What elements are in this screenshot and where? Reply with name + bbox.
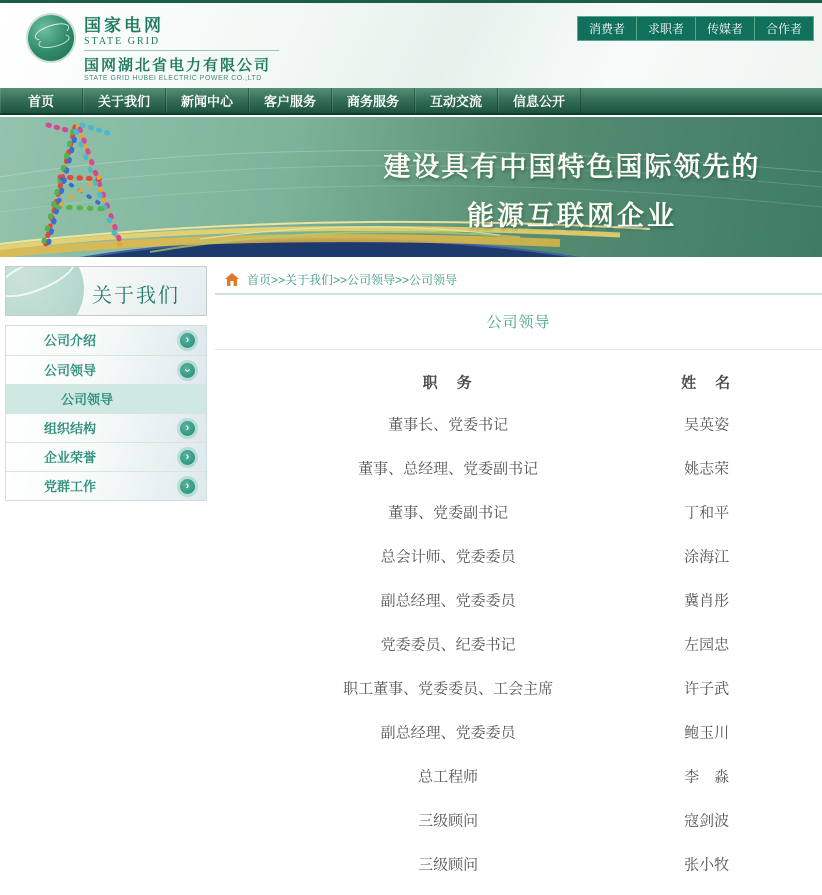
position-cell: 董事长、党委书记 bbox=[388, 416, 509, 434]
name-cell: 李 淼 bbox=[684, 768, 730, 786]
sidebar-subitem-company-leaders[interactable] bbox=[6, 384, 206, 413]
content-row bbox=[0, 257, 822, 886]
sidebar-item-org-structure[interactable] bbox=[6, 413, 206, 442]
sidebar-title: 关于我们 bbox=[92, 285, 180, 307]
position-cell: 党委委员、纪委书记 bbox=[380, 636, 516, 654]
position-cell: 副总经理、党委委员 bbox=[380, 724, 516, 742]
breadcrumb bbox=[215, 266, 822, 295]
audience-link-media[interactable]: 传媒者 bbox=[696, 17, 754, 40]
table-row bbox=[215, 666, 822, 710]
logo-divider bbox=[84, 50, 279, 51]
audience-link-partner[interactable]: 合作者 bbox=[755, 17, 813, 40]
page-title: 公司领导 bbox=[215, 295, 822, 350]
sidebar-item-label: 组织结构 bbox=[44, 421, 97, 436]
table-row bbox=[215, 754, 822, 798]
position-cell: 总会计师、党委委员 bbox=[380, 548, 516, 566]
nav-item-news[interactable]: 新闻中心 bbox=[166, 88, 249, 113]
column-header-position: 职 务 bbox=[422, 374, 474, 392]
name-cell: 冀肖彤 bbox=[684, 592, 730, 610]
table-row bbox=[215, 622, 822, 666]
table-row bbox=[215, 490, 822, 534]
table-row bbox=[215, 842, 822, 886]
position-cell: 董事、总经理、党委副书记 bbox=[358, 460, 539, 478]
sidebar bbox=[5, 266, 207, 501]
nav-item-customer-service[interactable]: 客户服务 bbox=[249, 88, 332, 113]
chevron-right-icon: › bbox=[180, 450, 195, 465]
table-header-row bbox=[215, 362, 822, 402]
table-row bbox=[215, 578, 822, 622]
sidebar-item-company-intro[interactable] bbox=[6, 326, 206, 355]
table-row bbox=[215, 710, 822, 754]
sidebar-item-label: 党群工作 bbox=[44, 479, 97, 494]
audience-link-jobseeker[interactable]: 求职者 bbox=[637, 17, 695, 40]
chevron-right-icon: › bbox=[180, 421, 195, 436]
state-grid-logo[interactable] bbox=[28, 11, 279, 82]
name-cell: 姚志荣 bbox=[684, 460, 730, 478]
name-cell: 左园忠 bbox=[684, 636, 730, 654]
nav-item-interaction[interactable]: 互动交流 bbox=[415, 88, 498, 113]
position-cell: 三级顾问 bbox=[418, 856, 479, 874]
table-row bbox=[215, 402, 822, 446]
sidebar-item-company-leaders[interactable] bbox=[6, 355, 206, 384]
sidebar-item-label: 企业荣誉 bbox=[44, 450, 97, 465]
site-header bbox=[0, 3, 822, 88]
table-row bbox=[215, 534, 822, 578]
name-cell: 许子武 bbox=[684, 680, 730, 698]
banner-slogan bbox=[352, 145, 792, 233]
company-name-cn: 国网湖北省电力有限公司 bbox=[84, 57, 272, 74]
table-row bbox=[215, 798, 822, 842]
sidebar-item-label: 公司领导 bbox=[44, 363, 97, 378]
name-cell: 丁和平 bbox=[684, 504, 730, 522]
corporation-watermark-icon bbox=[5, 266, 84, 316]
brand-name-cn: 国家电网 bbox=[84, 16, 164, 35]
name-cell: 吴英姿 bbox=[684, 416, 730, 434]
position-cell: 三级顾问 bbox=[418, 812, 479, 830]
column-header-name: 姓 名 bbox=[681, 374, 733, 392]
name-cell: 鲍玉川 bbox=[684, 724, 730, 742]
banner-slogan-line2: 能源互联网企业 bbox=[467, 201, 677, 231]
nav-item-home[interactable]: 首页 bbox=[0, 88, 83, 113]
audience-link-consumer[interactable]: 消费者 bbox=[578, 17, 636, 40]
sidebar-item-label: 公司介绍 bbox=[44, 333, 97, 348]
position-cell: 副总经理、党委委员 bbox=[380, 592, 516, 610]
breadcrumb-trail[interactable]: 首页>>关于我们>>公司领导>>公司领导 bbox=[247, 272, 458, 287]
nav-item-info-disclosure[interactable]: 信息公开 bbox=[498, 88, 581, 113]
main-content bbox=[215, 266, 822, 886]
main-nav bbox=[0, 88, 822, 115]
chevron-down-icon: ⌄ bbox=[180, 363, 195, 378]
position-cell: 总工程师 bbox=[418, 768, 479, 786]
hero-banner bbox=[0, 117, 822, 257]
chevron-right-icon: › bbox=[180, 333, 195, 348]
banner-slogan-line1: 建设具有中国特色国际领先的 bbox=[383, 152, 761, 182]
name-cell: 涂海江 bbox=[684, 548, 730, 566]
nav-item-about[interactable]: 关于我们 bbox=[83, 88, 166, 113]
company-name-en: STATE GRID HUBEI ELECTRIC POWER CO.,LTD bbox=[84, 75, 262, 82]
sidebar-item-party-work[interactable] bbox=[6, 471, 206, 500]
brand-name-en: STATE GRID bbox=[84, 36, 161, 47]
position-cell: 董事、党委副书记 bbox=[388, 504, 509, 522]
sidebar-item-company-honors[interactable] bbox=[6, 442, 206, 471]
chevron-right-icon: › bbox=[180, 479, 195, 494]
nav-item-business-service[interactable]: 商务服务 bbox=[332, 88, 415, 113]
name-cell: 寇剑波 bbox=[684, 812, 730, 830]
state-grid-globe-icon bbox=[28, 15, 74, 61]
audience-links-bar bbox=[577, 16, 814, 41]
position-cell: 职工董事、党委委员、工会主席 bbox=[343, 680, 554, 698]
logo-text bbox=[84, 11, 279, 82]
table-row bbox=[215, 446, 822, 490]
home-icon bbox=[225, 273, 239, 286]
transmission-tower-graphic bbox=[43, 125, 122, 249]
leaders-table bbox=[215, 362, 822, 886]
sidebar-menu bbox=[5, 325, 207, 501]
name-cell: 张小牧 bbox=[684, 856, 730, 874]
sidebar-subitem-label: 公司领导 bbox=[61, 392, 114, 407]
sidebar-header bbox=[5, 266, 207, 316]
